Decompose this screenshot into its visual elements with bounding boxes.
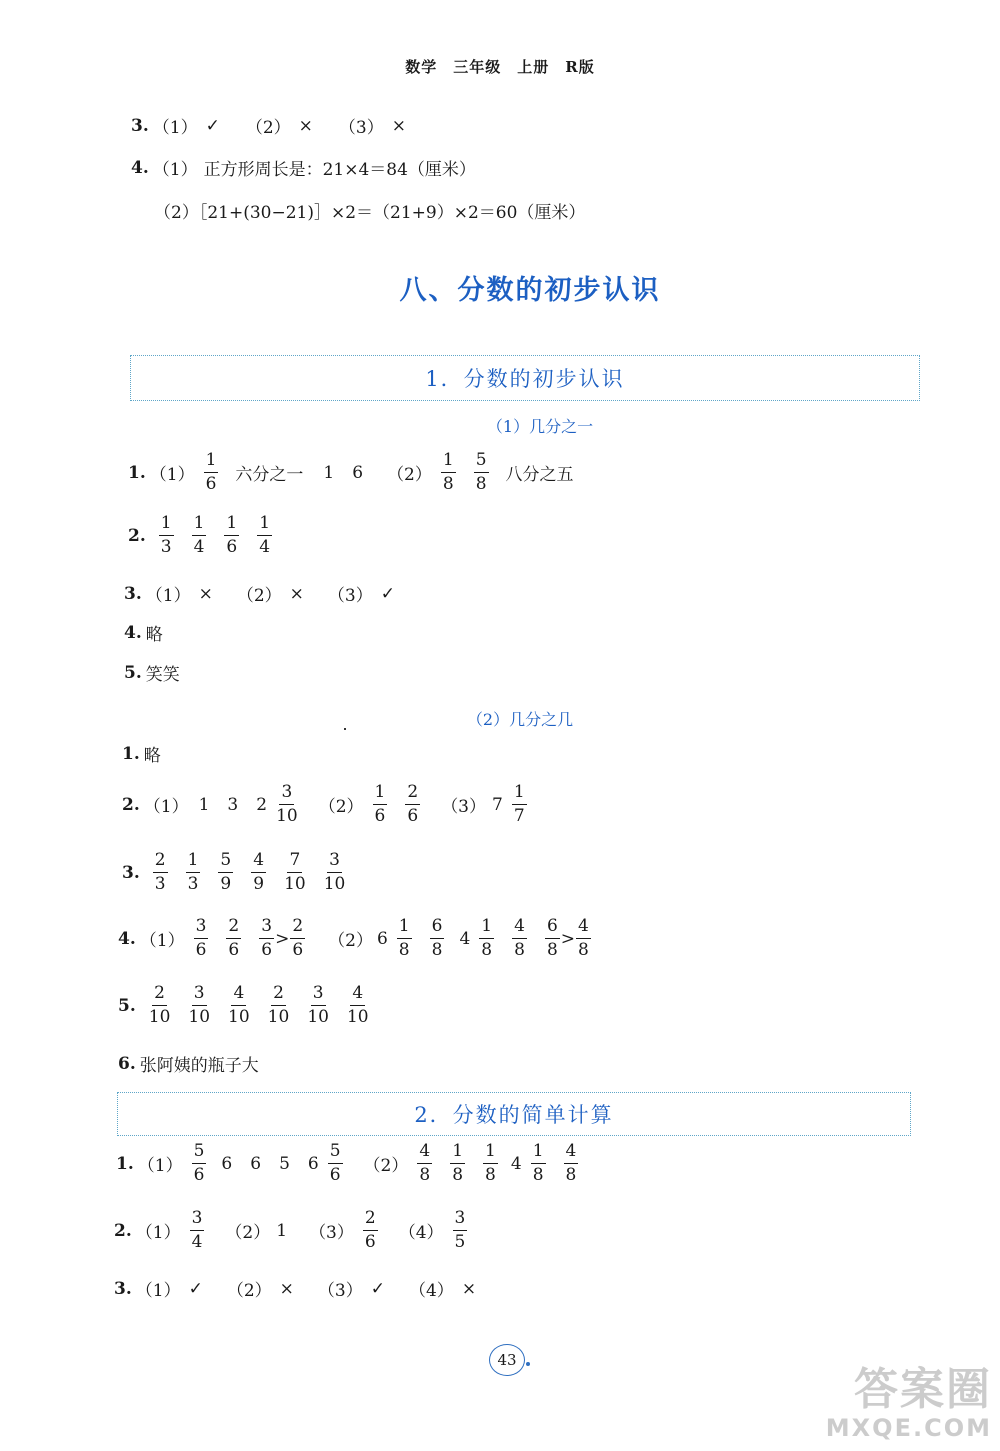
question-number: 3. <box>131 115 149 136</box>
fraction: $\frac{3}{10}$ <box>307 983 329 1027</box>
item-label: （1） <box>137 1156 183 1176</box>
fraction: $\frac{2}{6}$ <box>407 782 419 826</box>
answer-value: 1 <box>276 1220 288 1241</box>
item-label: （1） <box>149 465 195 485</box>
answer-value: 1 <box>198 794 210 815</box>
question-number: 3. <box>122 862 140 883</box>
item-label: （2） <box>225 1223 271 1243</box>
fraction: $\frac{3}{6}$ <box>195 916 207 960</box>
fraction: $\frac{1}{8}$ <box>485 1141 496 1185</box>
fraction: $\frac{1}{7}$ <box>513 782 525 826</box>
item-label: （1） <box>139 931 185 951</box>
comparison-sign: > <box>275 928 290 949</box>
answer-mark: × <box>298 115 313 136</box>
answer-1 <box>128 452 574 493</box>
question-number: 1. <box>128 462 146 483</box>
fraction: $\frac{4}{10}$ <box>346 983 369 1027</box>
fraction: $\frac{5}{8}$ <box>475 450 487 494</box>
fraction: $\frac{3}{5}$ <box>454 1208 466 1252</box>
question-number: 1. <box>116 1153 134 1174</box>
answer-value: 4 <box>510 1153 522 1174</box>
watermark-url: MXQE.COM <box>825 1414 992 1442</box>
answer-mark: ✓ <box>205 115 220 136</box>
item-label: （2） <box>363 1156 409 1176</box>
answer-3 <box>124 581 395 606</box>
answer-text: 张阿姨的瓶子大 <box>139 1056 259 1076</box>
answer-mark: × <box>461 1278 477 1299</box>
item-label: （1） <box>135 1281 181 1301</box>
section-title-box <box>130 355 920 401</box>
item-label: （1） <box>152 118 198 138</box>
question-number: 1. <box>122 743 140 764</box>
fraction: $\frac{2}{6}$ <box>228 916 240 960</box>
item-label: （3） <box>309 1223 354 1243</box>
answer-mark: × <box>289 583 304 604</box>
item-label: （2） <box>328 931 373 951</box>
item-label: （2） <box>318 797 364 817</box>
question-number: 4. <box>131 157 149 178</box>
fraction: $\frac{1}{6}$ <box>226 513 238 557</box>
question-number: 3. <box>124 583 142 604</box>
question-number: 2. <box>114 1220 132 1241</box>
item-label: （4） <box>408 1281 454 1301</box>
answer-value: 6 <box>307 1153 319 1174</box>
question-number: 3. <box>114 1278 132 1299</box>
fraction: $\frac{1}{6}$ <box>374 782 386 826</box>
fraction: $\frac{4}{8}$ <box>514 916 525 960</box>
answer-text: 六分之一 <box>235 465 304 485</box>
item-label: （3） <box>441 797 487 817</box>
page-number: 43 <box>489 1344 525 1376</box>
fraction: $\frac{1}{6}$ <box>205 450 217 494</box>
answer-value: 6 <box>250 1153 262 1174</box>
question-number: 5. <box>124 662 142 683</box>
answer-2 <box>128 515 281 556</box>
page-header: 数学 三年级 上册 R版 <box>405 58 595 76</box>
answer-mark: × <box>279 1278 294 1299</box>
answer-text: 略 <box>145 625 163 645</box>
stray-dot <box>344 728 346 730</box>
answer-text: 八分之五 <box>505 465 574 485</box>
subsection-title: （1）几分之一 <box>486 417 594 436</box>
answer-6 <box>118 1051 259 1076</box>
answer-value: 2 <box>256 794 268 815</box>
fraction: $\frac{4}{8}$ <box>419 1141 431 1185</box>
fraction: $\frac{2}{3}$ <box>154 850 166 894</box>
fraction: $\frac{5}{6}$ <box>193 1141 205 1185</box>
chapter-title: 八、分数的初步认识 <box>399 275 661 306</box>
question-number: 6. <box>118 1053 136 1074</box>
item-label: （1） <box>145 586 191 606</box>
fraction: $\frac{2}{10}$ <box>267 983 290 1027</box>
answer-value: 6 <box>352 462 364 483</box>
answer-4 <box>118 918 600 959</box>
fraction: $\frac{3}{10}$ <box>188 983 211 1027</box>
item-label: （3） <box>338 118 384 138</box>
fraction: $\frac{4}{8}$ <box>578 916 589 960</box>
fraction: $\frac{1}{8}$ <box>481 916 493 960</box>
item-label: （2） <box>226 1281 272 1301</box>
question-number: 2. <box>122 794 140 815</box>
answer-value: 7 <box>492 794 503 815</box>
answer-mark: × <box>391 115 406 136</box>
fraction: $\frac{6}{8}$ <box>546 916 558 960</box>
fraction: $\frac{2}{10}$ <box>148 983 171 1027</box>
answer-mark: ✓ <box>188 1278 203 1299</box>
item-label: （4） <box>398 1223 444 1243</box>
fraction: $\frac{2}{6}$ <box>364 1208 376 1252</box>
answer-text: 略 <box>143 746 161 766</box>
page-number-dot <box>526 1362 530 1366</box>
answer-3 <box>114 1276 476 1301</box>
answer-2 <box>122 784 536 825</box>
fraction: $\frac{2}{6}$ <box>292 916 304 960</box>
answer-value: 1 <box>323 462 335 483</box>
fraction: $\frac{1}{8}$ <box>532 1141 544 1185</box>
section-title: 2．分数的简单计算 <box>414 1103 614 1127</box>
fraction: $\frac{1}{8}$ <box>452 1141 464 1185</box>
section-title: 1．分数的初步认识 <box>425 367 625 391</box>
answer-value: 4 <box>459 928 471 949</box>
watermark-title: 答案圈 <box>854 1364 992 1415</box>
watermark <box>825 1364 992 1442</box>
item-label: （3） <box>327 586 373 606</box>
answer-value: 6 <box>376 928 388 949</box>
item-label: （2） <box>387 465 432 485</box>
question-number: 4. <box>118 928 136 949</box>
fraction: $\frac{1}{3}$ <box>187 850 199 894</box>
item-label: （2） <box>245 118 291 138</box>
answer-1 <box>116 1143 587 1184</box>
answer-2 <box>114 1210 476 1251</box>
fraction: $\frac{3}{10}$ <box>276 782 298 826</box>
answer-4-top-line1 <box>131 155 476 180</box>
fraction: $\frac{1}{8}$ <box>442 450 454 494</box>
fraction: $\frac{3}{4}$ <box>191 1208 203 1252</box>
item-label: （3） <box>317 1281 363 1301</box>
subsection-title: （2）几分之几 <box>466 710 574 729</box>
fraction: $\frac{1}{8}$ <box>398 916 410 960</box>
fraction: $\frac{4}{9}$ <box>253 850 265 894</box>
item-label: （1） <box>152 160 198 180</box>
answer-1 <box>122 741 161 766</box>
fraction: $\frac{7}{10}$ <box>284 850 306 894</box>
answer-4-top-line2: （2）［21+(30−21)］×2＝（21+9）×2＝60（厘米） <box>154 203 586 223</box>
answer-4 <box>124 620 163 645</box>
answer-mark: ✓ <box>380 583 395 604</box>
fraction: $\frac{3}{10}$ <box>323 850 346 894</box>
item-label: （2） <box>236 586 282 606</box>
answer-text: 笑笑 <box>145 665 180 685</box>
answer-mark: × <box>198 583 213 604</box>
question-number: 4. <box>124 622 142 643</box>
answer-text: 正方形周长是：21×4＝84（厘米） <box>203 160 476 180</box>
fraction: $\frac{3}{6}$ <box>261 916 273 960</box>
answer-3 <box>122 852 354 893</box>
answer-3-top <box>131 113 406 138</box>
fraction: $\frac{1}{4}$ <box>259 513 271 557</box>
answer-5 <box>118 985 378 1026</box>
fraction: $\frac{5}{6}$ <box>329 1141 341 1185</box>
answer-value: 5 <box>279 1153 290 1174</box>
fraction: $\frac{6}{8}$ <box>431 916 443 960</box>
item-label: （1） <box>135 1223 181 1243</box>
answer-value: 3 <box>227 794 239 815</box>
fraction: $\frac{5}{9}$ <box>220 850 232 894</box>
answer-5 <box>124 660 180 685</box>
fraction: $\frac{4}{8}$ <box>565 1141 577 1185</box>
question-number: 2. <box>128 525 146 546</box>
item-label: （1） <box>143 797 189 817</box>
section-title-box <box>117 1092 911 1136</box>
fraction: $\frac{1}{4}$ <box>193 513 205 557</box>
fraction: $\frac{4}{10}$ <box>228 983 250 1027</box>
answer-mark: ✓ <box>370 1278 385 1299</box>
answer-value: 6 <box>221 1153 233 1174</box>
fraction: $\frac{1}{3}$ <box>160 513 172 557</box>
question-number: 5. <box>118 995 136 1016</box>
comparison-sign: > <box>560 928 576 949</box>
